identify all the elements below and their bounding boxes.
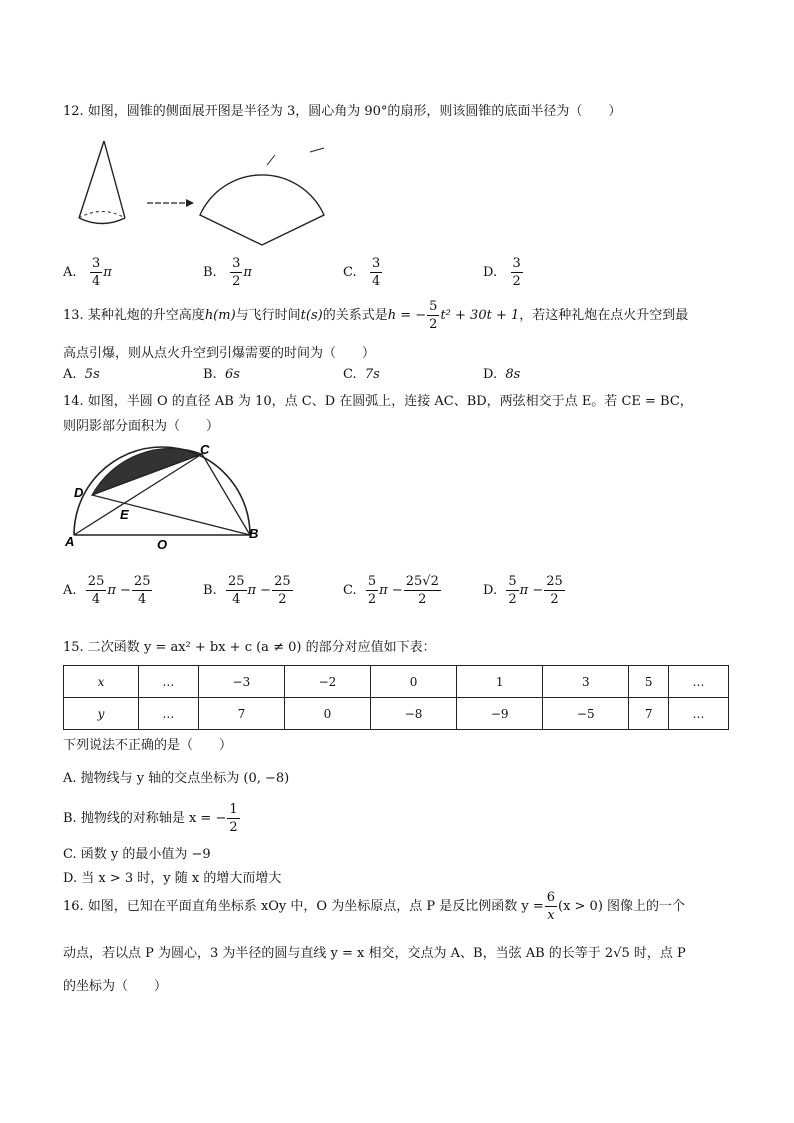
q14-option-c[interactable]: C. $\frac{5}{2}$ π − $\frac{25√2}{2}$: [343, 574, 439, 607]
q15-option-c[interactable]: C. 函数 y 的最小值为 −9: [63, 847, 211, 862]
q13-option-b[interactable]: B. 6s: [203, 367, 240, 382]
table-cell: 7: [629, 698, 669, 730]
point-label-e: E: [120, 507, 129, 522]
q14-option-a[interactable]: A. $\frac{25}{4}$ π − $\frac{25}{4}$: [63, 574, 151, 607]
table-cell: 3: [543, 666, 629, 698]
table-cell: 5: [629, 666, 669, 698]
table-cell: 7: [198, 698, 284, 730]
q14-option-d[interactable]: D. $\frac{5}{2}$ π − $\frac{25}{2}$: [483, 574, 563, 607]
table-row-x: [64, 666, 729, 698]
q13-stem-line1: 13. 某种礼炮的升空高度h(m)与飞行时间t(s)的关系式是h = − $\frac{5}{2}$ t² + 30t + 1，若这种礼炮在点火升空到最: [63, 299, 689, 332]
point-label-d: D: [74, 485, 84, 500]
q16-stem-line3: 的坐标为（ ）: [63, 979, 168, 994]
q13-stem-line2: 高点引爆，则从点火升空到引爆需要的时间为（ ）: [63, 346, 376, 361]
q12-figure: [62, 135, 332, 250]
point-label-o: O: [157, 537, 168, 552]
q12-option-c[interactable]: C. $\frac{3}{4}$: [343, 256, 381, 289]
table-cell: …: [669, 698, 729, 730]
table-cell: …: [669, 666, 729, 698]
q15-prompt: 下列说法不正确的是（ ）: [63, 738, 233, 753]
table-cell: 0: [371, 666, 457, 698]
table-row-y: [64, 698, 729, 730]
table-cell: −3: [198, 666, 284, 698]
q16-stem-line2: 动点，若以点 P 为圆心，3 为半径的圆与直线 y = x 相交，交点为 A、B，当弦 AB 的长等于 2√5 时，点 P: [63, 946, 686, 961]
table-cell: −2: [284, 666, 370, 698]
q12-option-d[interactable]: D. $\frac{3}{2}$: [483, 256, 521, 289]
point-label-c: C: [200, 442, 210, 457]
q15-value-table: [63, 665, 729, 730]
q15-stem: 15. 二次函数 y = ax² + bx + c (a ≠ 0) 的部分对应值如下表：: [63, 640, 436, 655]
q12-option-b[interactable]: B. $\frac{3}{2}$ π: [203, 256, 252, 289]
q16-stem-line1: 16. 如图，已知在平面直角坐标系 xOy 中，O 为坐标原点，点 P 是反比例函数 y = $\frac{6}{x}$ (x > 0) 图像上的一个: [63, 890, 686, 923]
table-cell: 0: [284, 698, 370, 730]
point-label-b: B: [249, 526, 259, 541]
q13-option-c[interactable]: C. 7s: [343, 367, 380, 382]
table-cell: −8: [371, 698, 457, 730]
q14-figure: [62, 442, 272, 552]
q15-option-a[interactable]: A. 抛物线与 y 轴的交点坐标为 (0, −8): [63, 771, 290, 786]
table-cell: y: [64, 698, 139, 730]
q14-option-b[interactable]: B. $\frac{25}{4}$ π − $\frac{25}{2}$: [203, 574, 291, 607]
table-cell: …: [139, 698, 199, 730]
table-cell: x: [64, 666, 139, 698]
q12-stem: 12. 如图，圆锥的侧面展开图是半径为 3，圆心角为 90°的扇形，则该圆锥的底面半径为（ ）: [63, 104, 622, 119]
q15-option-b[interactable]: B. 抛物线的对称轴是 x = − $\frac{1}{2}$: [63, 802, 238, 835]
q15-option-d[interactable]: D. 当 x > 3 时，y 随 x 的增大而增大: [63, 871, 282, 886]
q14-stem-line1: 14. 如图，半圆 O 的直径 AB 为 10，点 C、D 在圆弧上，连接 AC、BD，两弦相交于点 E。若 CE = BC，: [63, 394, 693, 409]
table-cell: −9: [457, 698, 543, 730]
table-cell: −5: [543, 698, 629, 730]
point-label-a: A: [65, 534, 75, 549]
table-cell: 1: [457, 666, 543, 698]
q14-stem-line2: 则阴影部分面积为（ ）: [63, 419, 220, 434]
table-cell: …: [139, 666, 199, 698]
q13-option-a[interactable]: A. 5s: [63, 367, 100, 382]
q12-option-a[interactable]: A. $\frac{3}{4}$ π: [63, 256, 112, 289]
q13-option-d[interactable]: D. 8s: [483, 367, 521, 382]
